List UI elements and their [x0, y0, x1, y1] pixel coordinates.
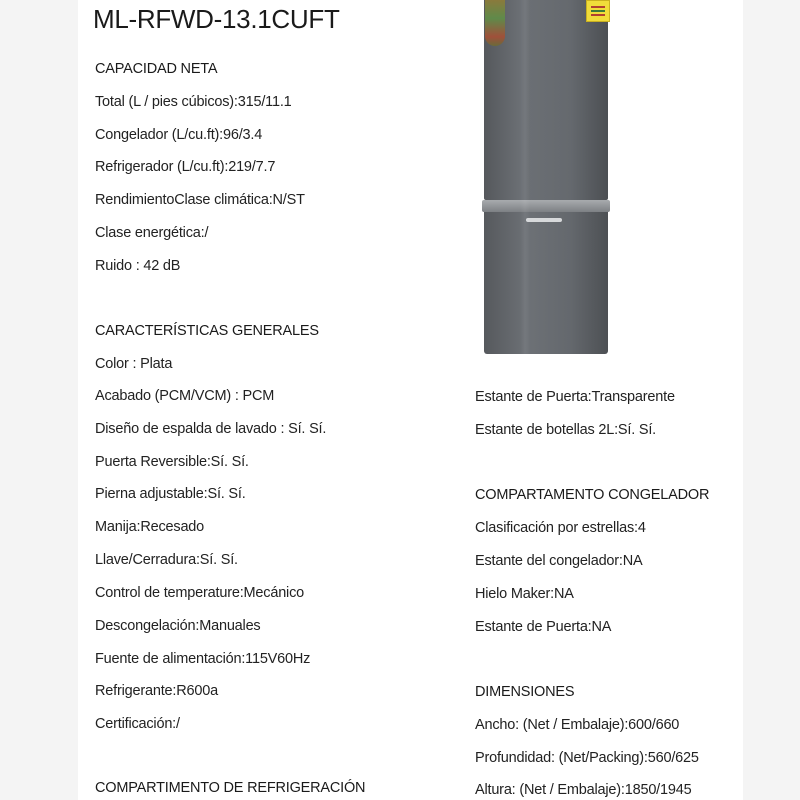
spec-temperature-control: Control de temperature:Mecánico	[95, 585, 304, 601]
fridge-door-divider	[482, 200, 610, 212]
capacity-freezer: Congelador (L/cu.ft):96/3.4	[95, 127, 263, 143]
energy-class: Clase energética:/	[95, 225, 209, 241]
capacity-heading: CAPACIDAD NETA	[95, 61, 218, 77]
energy-label-sticker	[586, 0, 610, 22]
spec-handle: Manija:Recesado	[95, 519, 205, 535]
refrigerator-image	[482, 0, 610, 356]
spec-washback-design: Diseño de espalda de lavado : Sí. Sí.	[95, 421, 327, 437]
bottle-shelf: Estante de botellas 2L:Sí. Sí.	[475, 422, 657, 438]
dimension-width: Ancho: (Net / Embalaje):600/660	[475, 717, 680, 733]
model-title: ML-RFWD-13.1CUFT	[93, 4, 340, 34]
spec-power-supply: Fuente de alimentación:115V60Hz	[95, 651, 311, 667]
freezer-shelf: Estante del congelador:NA	[475, 553, 643, 569]
fridge-highlight	[520, 0, 530, 354]
ice-maker: Hielo Maker:NA	[475, 586, 574, 602]
spec-finish: Acabado (PCM/VCM) : PCM	[95, 388, 275, 404]
freezer-door-shelf: Estante de Puerta:NA	[475, 619, 612, 635]
general-heading: CARACTERÍSTICAS GENERALES	[95, 323, 319, 339]
product-sticker-left	[485, 0, 505, 46]
spec-color: Color : Plata	[95, 356, 173, 372]
dimensions-heading: DIMENSIONES	[475, 684, 575, 700]
spec-certification: Certificación:/	[95, 716, 180, 732]
fridge-lower-door	[484, 212, 608, 354]
capacity-total: Total (L / pies cúbicos):315/11.1	[95, 94, 292, 110]
spec-adjustable-leg: Pierna adjustable:Sí. Sí.	[95, 486, 246, 502]
spec-lock: Llave/Cerradura:Sí. Sí.	[95, 552, 238, 568]
spec-defrost: Descongelación:Manuales	[95, 618, 261, 634]
dimension-depth: Profundidad: (Net/Packing):560/625	[475, 750, 699, 766]
spec-reversible-door: Puerta Reversible:Sí. Sí.	[95, 454, 249, 470]
climate-class: RendimientoClase climática:N/ST	[95, 192, 305, 208]
refrigeration-heading: COMPARTIMENTO DE REFRIGERACIÓN	[95, 780, 366, 796]
spec-refrigerant: Refrigerante:R600a	[95, 683, 218, 699]
door-shelf: Estante de Puerta:Transparente	[475, 389, 675, 405]
capacity-refrigerator: Refrigerador (L/cu.ft):219/7.7	[95, 159, 276, 175]
noise-level: Ruido : 42 dB	[95, 258, 181, 274]
freezer-star-rating: Clasificación por estrellas:4	[475, 520, 646, 536]
freezer-heading: COMPARTAMENTO CONGELADOR	[475, 487, 710, 503]
dimension-height: Altura: (Net / Embalaje):1850/1945	[475, 782, 692, 798]
fridge-handle	[526, 218, 562, 222]
